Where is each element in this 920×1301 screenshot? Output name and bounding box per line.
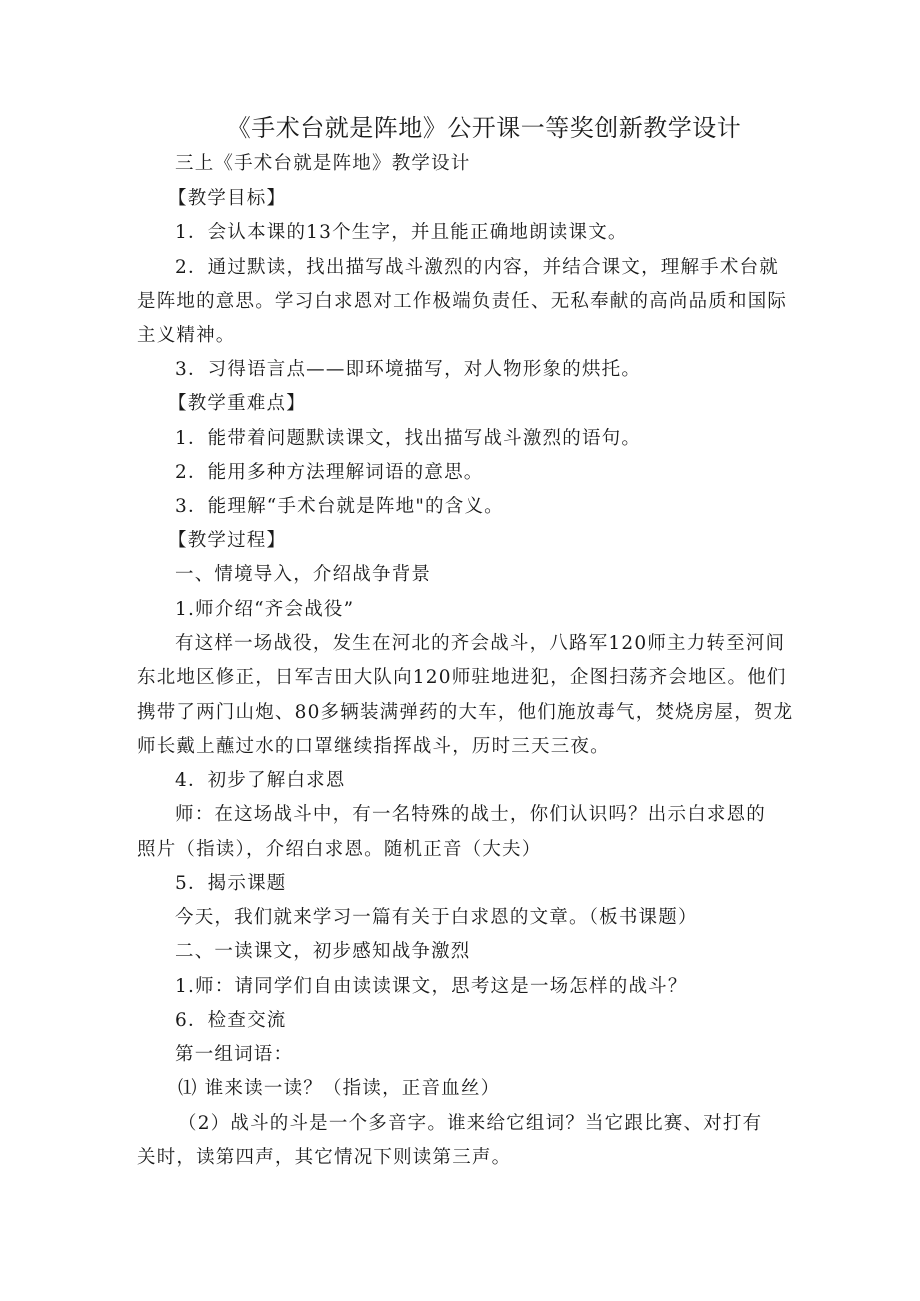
document-title: 《手术台就是阵地》公开课一等奖创新教学设计 [226, 114, 742, 142]
subtitle-line: 三上《手术台就是阵地》教学设计 [175, 153, 471, 174]
process-step-4: 4．初步了解白求恩 [175, 770, 346, 791]
section-heading-key-points: 【教学重难点】 [168, 393, 306, 414]
teacher-paragraph-line-1: 师：在这场战斗中，有一名特殊的战士，你们认识吗？出示白求恩的 [175, 804, 767, 825]
word-group-item-2-line-1: （2）战斗的斗是一个多音字。谁来给它组词？当它跟比赛、对打有 [178, 1113, 763, 1134]
process-part-2-heading: 二、一读课文，初步感知战争激烈 [175, 941, 471, 962]
word-group-1-heading: 第一组词语： [175, 1044, 294, 1065]
background-paragraph-line-1: 有这样一场战役，发生在河北的齐会战斗，八路军120师主力转至河间 [175, 633, 786, 654]
objective-2-line-3: 主义精神。 [137, 325, 236, 346]
key-point-2: 2．能用多种方法理解词语的意思。 [175, 462, 484, 483]
background-paragraph-line-4: 师长戴上蘸过水的口罩继续指挥战斗，历时三天三夜。 [137, 736, 610, 757]
key-point-1: 1．能带着问题默读课文，找出描写战斗激烈的语句。 [175, 428, 642, 449]
objective-2-line-1: 2．通过默读，找出描写战斗激烈的内容，并结合课文，理解手术台就 [175, 257, 779, 278]
teacher-paragraph-line-2: 照片（指读），介绍白求恩。随机正音（大夫） [137, 839, 542, 860]
objective-1: 1．会认本课的13个生字，并且能正确地朗读课文。 [175, 222, 628, 243]
word-group-item-2-line-2: 关时，读第四声，其它情况下则读第三声。 [137, 1147, 512, 1168]
objective-3: 3．习得语言点——即环境描写，对人物形象的烘托。 [175, 359, 642, 380]
word-group-item-1: ⑴ 谁来读一读？（指读，正音血丝） [178, 1078, 501, 1099]
objective-2-line-2: 是阵地的意思。学习白求恩对工作极端负责任、无私奉献的高尚品质和国际 [137, 291, 788, 312]
process-part-1-heading: 一、情境导入，介绍战争背景 [175, 564, 432, 585]
background-paragraph-line-2: 东北地区修正，日军吉田大队向120师驻地进犯，企图扫荡齐会地区。他们 [137, 667, 787, 688]
topic-paragraph: 今天，我们就来学习一篇有关于白求恩的文章。（板书课题） [175, 907, 698, 928]
reading-instruction: 1.师：请同学们自由读读课文，思考这是一场怎样的战斗？ [175, 976, 688, 997]
process-step-5: 5．揭示课题 [175, 873, 287, 894]
process-step-1: 1.师介绍“齐会战役” [175, 599, 355, 620]
background-paragraph-line-3: 携带了两门山炮、80多辆装满弹药的大车，他们施放毒气，焚烧房屋，贺龙 [137, 702, 794, 723]
key-point-3: 3．能理解“手术台就是阵地"的含义。 [175, 496, 504, 517]
process-step-6: 6．检查交流 [175, 1010, 287, 1031]
section-heading-objectives: 【教学目标】 [168, 188, 287, 209]
section-heading-process: 【教学过程】 [168, 530, 287, 551]
